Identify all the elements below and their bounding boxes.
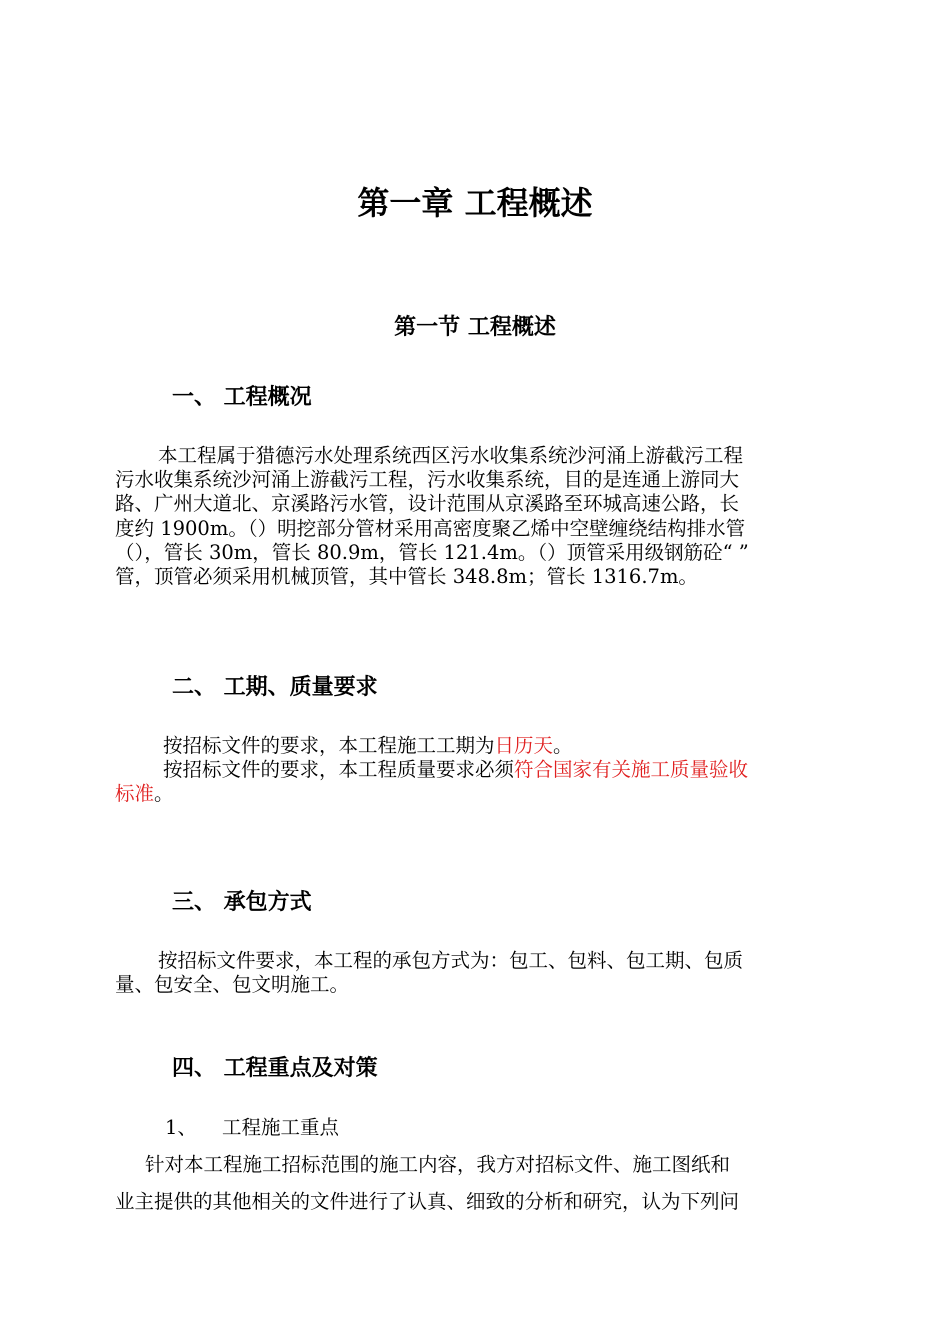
quality-text: 按招标文件的要求，本工程质量要求必须 — [163, 758, 515, 782]
heading-schedule-quality: 二、 工期、质量要求 — [172, 675, 378, 700]
paragraph-line: 按招标文件要求，本工程的承包方式为：包工、包料、包工期、包质 — [158, 949, 744, 972]
quality-highlight-cont: 标准 — [115, 782, 155, 806]
heading-key-points: 四、 工程重点及对策 — [172, 1056, 378, 1081]
paragraph-line: （），管长 30m，管长 80.9m，管长 121.4m。（）顶管采用级钢筋砼“ ” — [115, 540, 749, 564]
quality-period: 。 — [154, 782, 174, 806]
subitem-construction-key-points — [165, 1113, 339, 1143]
paragraph-contract-mode — [115, 949, 837, 997]
paragraph-key-points — [115, 1146, 837, 1220]
paragraph-schedule-quality — [115, 734, 837, 807]
heading-project-overview: 一、 工程概况 — [172, 385, 312, 410]
subitem-number: 1、 — [165, 1116, 197, 1139]
paragraph-line — [115, 782, 837, 806]
paragraph-line: 路、广州大道北、京溪路污水管，设计范围从京溪路至环城高速公路，长 — [115, 492, 740, 516]
paragraph-line: 管，顶管必须采用机械顶管，其中管长 348.8m；管长 1316.7m。 — [115, 565, 698, 589]
paragraph-line: 针对本工程施工招标范围的施工内容，我方对招标文件、施工图纸和 — [145, 1153, 731, 1176]
section-title: 第一节 工程概述 — [394, 315, 556, 340]
paragraph-line: 本工程属于猎德污水处理系统西区污水收集系统沙河涌上游截污工程 — [158, 444, 744, 467]
heading-contract-mode: 三、 承包方式 — [172, 890, 312, 915]
schedule-period: 。 — [553, 734, 573, 757]
schedule-highlight: 日历天 — [494, 734, 554, 757]
paragraph-line: 度约 1900m。（）明挖部分管材采用高密度聚乙烯中空壁缠绕结构排水管 — [115, 516, 746, 540]
paragraph-line: 污水收集系统沙河涌上游截污工程，污水收集系统，目的是连通上游同大 — [115, 468, 740, 492]
quality-highlight: 符合国家有关施工质量验收 — [514, 758, 749, 782]
paragraph-project-overview — [115, 444, 837, 589]
paragraph-line: 业主提供的其他相关的文件进行了认真、细致的分析和研究，认为下列问 — [115, 1190, 740, 1213]
paragraph-line — [115, 758, 837, 782]
paragraph-line — [115, 734, 837, 758]
subitem-label: 工程施工重点 — [222, 1116, 340, 1139]
paragraph-line: 量、包安全、包文明施工。 — [115, 973, 350, 997]
chapter-title: 第一章 工程概述 — [357, 184, 593, 222]
schedule-text: 按招标文件的要求，本工程施工工期为 — [163, 734, 495, 757]
